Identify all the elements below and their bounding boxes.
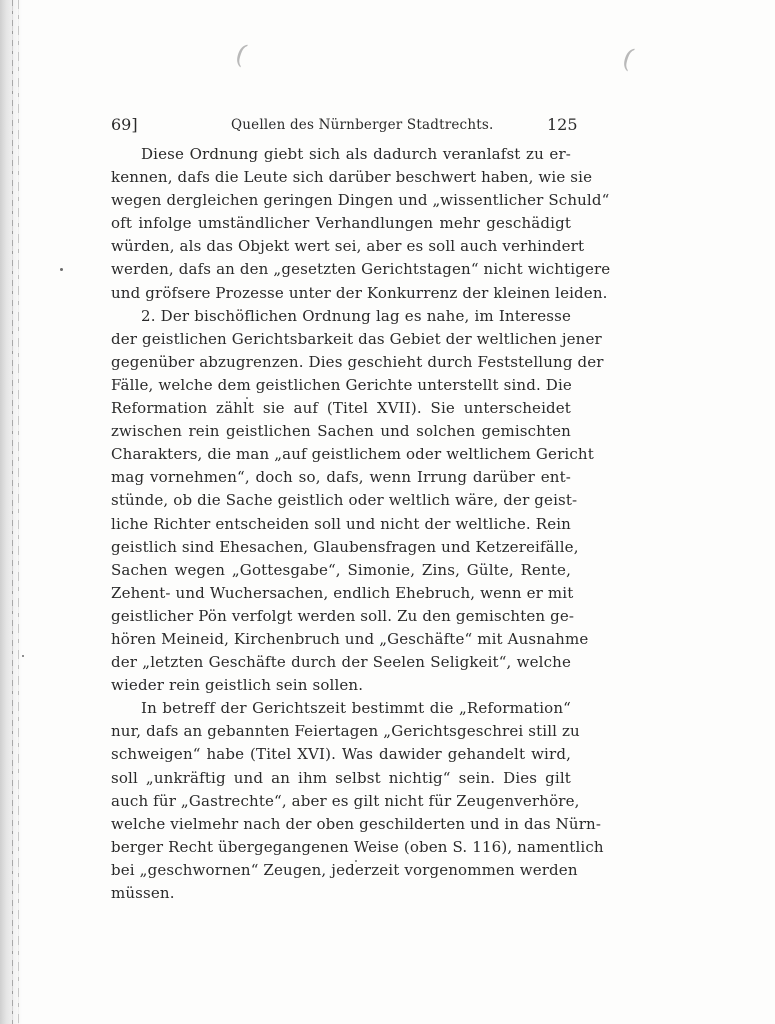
text-line: welche vielmehr nach der oben geschilderten und in das Nürn-: [111, 814, 602, 833]
text-line: Charakters, die man „auf geistlichem oder weltlichem Gericht: [111, 445, 594, 464]
text-line: bei „geschwornen“ Zeugen, jederzeit vorgenommen werden: [111, 860, 578, 879]
text-line: wegen dergleichen geringen Dingen und „wissentlicher Schuld“: [111, 191, 610, 210]
section-reference: 69]: [111, 115, 138, 134]
text-line: In betreff der Gerichtszeit bestimmt die „Reformation“: [141, 699, 571, 718]
pencil-mark-left: (: [231, 39, 251, 71]
text-line: zwischen rein geistlichen Sachen und solchen gemischten: [111, 422, 571, 441]
speck: [60, 268, 63, 271]
text-line: nur, dafs an gebannten Feiertagen „Gerichtsgeschrei still zu: [111, 722, 580, 741]
text-line: wieder rein geistlich sein sollen.: [111, 676, 364, 695]
text-line: werden, dafs an den „gesetzten Gerichtstagen“ nicht wichtigere: [111, 260, 611, 279]
text-line: geistlicher Pön verfolgt werden soll. Zu den gemischten ge-: [111, 606, 575, 625]
body-text: [111, 143, 611, 905]
text-line: Reformation zählt sie auf (Titel XVII). Sie unterscheidet: [111, 399, 571, 418]
binding-shadow-line-inner: [18, 0, 19, 1024]
text-line: würden, als das Objekt wert sei, aber es soll auch verhindert: [111, 237, 585, 256]
text-line: Fälle, welche dem geistlichen Gerichte unterstellt sind. Die: [111, 375, 572, 394]
text-line: hören Meineid, Kirchenbruch und „Geschäfte“ mit Ausnahme: [111, 629, 589, 648]
pencil-mark-right: (: [618, 43, 638, 75]
text-line: und gröfsere Prozesse unter der Konkurrenz der kleinen leiden.: [111, 283, 608, 302]
text-line: oft infolge umständlicher Verhandlungen mehr geschädigt: [111, 214, 571, 233]
text-line: der geistlichen Gerichtsbarkeit das Gebiet der weltlichen jener: [111, 329, 602, 348]
text-line: kennen, dafs die Leute sich darüber beschwert haben, wie sie: [111, 168, 593, 187]
text-line: der „letzten Geschäfte durch der Seelen Seligkeit“, welche: [111, 653, 571, 672]
binding-shadow-line: [12, 0, 13, 1024]
text-line: schweigen“ habe (Titel XVI). Was dawider gehandelt wird,: [111, 745, 571, 764]
text-line: geistlich sind Ehesachen, Glaubensfragen und Ketzereifälle,: [111, 537, 579, 556]
text-line: mag vornehmen“, doch so, dafs, wenn Irrung darüber ent-: [111, 468, 571, 487]
page-number: 125: [547, 115, 578, 134]
text-line: soll „unkräftig und an ihm selbst nichtig“ sein. Dies gilt: [111, 768, 571, 787]
text-line: müssen.: [111, 884, 175, 902]
speck: [22, 655, 24, 657]
text-line: auch für „Gastrechte“, aber es gilt nicht für Zeugenverhöre,: [111, 791, 580, 810]
text-line: 2. Der bischöflichen Ordnung lag es nahe, im Interesse: [141, 306, 571, 325]
text-line: Zehent- und Wuchersachen, endlich Ehebruch, wenn er mit: [111, 583, 574, 602]
running-header: [111, 115, 578, 137]
text-line: stünde, ob die Sache geistlich oder weltlich wäre, der geist-: [111, 491, 578, 510]
text-line: Sachen wegen „Gottesgabe“, Simonie, Zins, Gülte, Rente,: [111, 560, 571, 579]
text-line: liche Richter entscheiden soll und nicht der weltliche. Rein: [111, 514, 571, 533]
text-line: berger Recht übergegangenen Weise (oben S. 116), namentlich: [111, 837, 604, 856]
text-line: Diese Ordnung giebt sich als dadurch veranlafst zu er-: [141, 145, 571, 163]
text-line: gegenüber abzugrenzen. Dies geschieht durch Feststellung der: [111, 352, 604, 371]
running-title: Quellen des Nürnberger Stadtrechts.: [231, 117, 494, 133]
